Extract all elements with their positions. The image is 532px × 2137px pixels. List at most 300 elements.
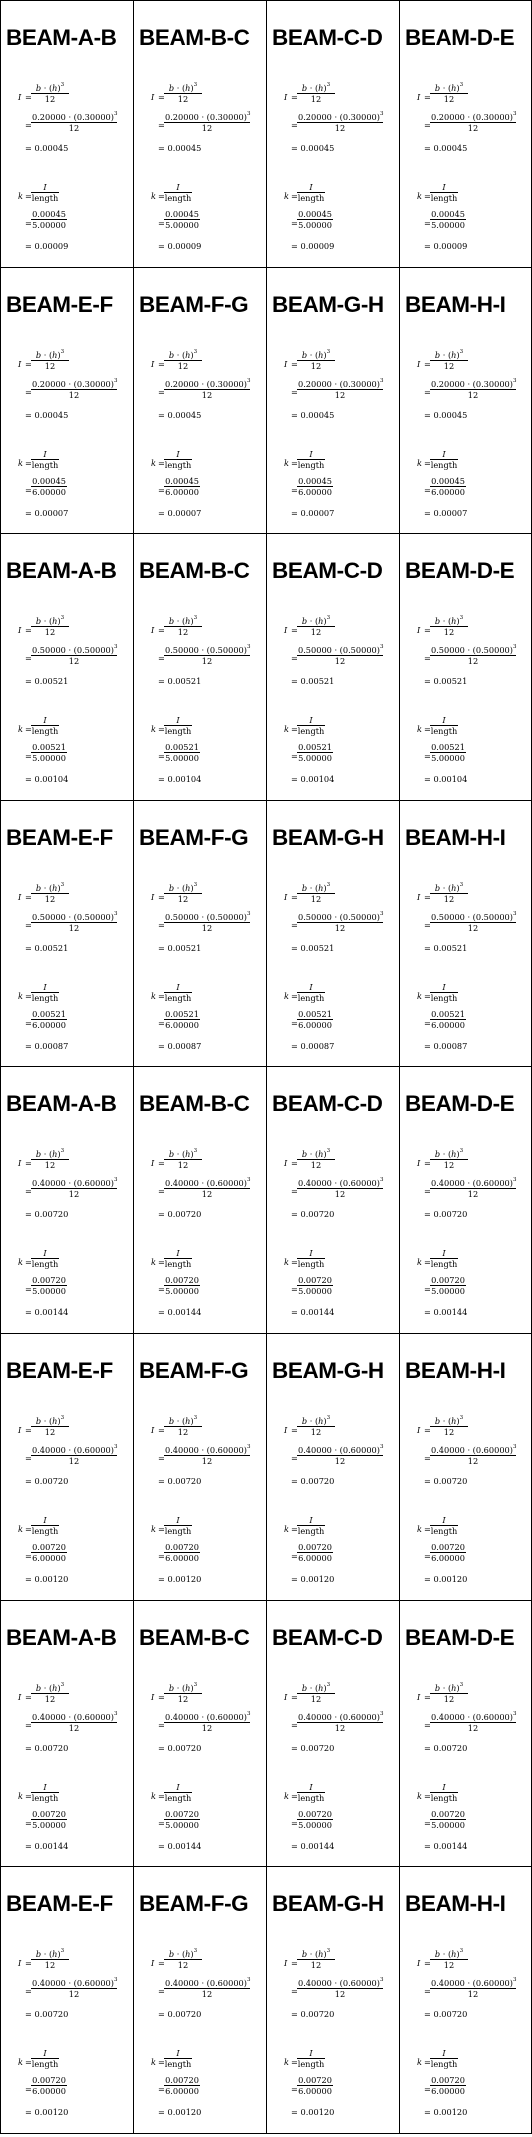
inertia-formula-fraction: $b \cdot (h)^3$ 12 [297, 1684, 335, 1703]
stiffness-substitution-fraction [164, 477, 200, 496]
beam-title: BEAM-H-I [405, 1891, 506, 1916]
length-value: 5.00000 [165, 753, 199, 764]
equals-sign: = [25, 2084, 32, 2094]
equals-sign: = [158, 1818, 165, 1828]
h-value: 0.60000 [209, 1712, 244, 1722]
equals-sign: = [424, 1791, 431, 1801]
stiffness-substitution-fraction [31, 1810, 67, 1829]
inertia-value: 0.00045 [167, 143, 202, 153]
stiffness-symbol: k [284, 1257, 289, 1267]
length-value: 5.00000 [32, 1286, 66, 1297]
beam-panel [399, 533, 532, 801]
equals-sign: = [158, 2057, 165, 2067]
inertia-value: 0.00521 [431, 1009, 465, 1019]
b-value: 0.20000 [165, 379, 199, 389]
inertia-value: 0.00720 [298, 2075, 332, 2085]
stiffness-result: = 0.00120 [25, 2107, 69, 2117]
inertia-value: 0.00720 [34, 2009, 69, 2019]
inertia-symbol: I [284, 1692, 288, 1702]
length-value: 5.00000 [165, 220, 199, 231]
equals-sign: = [25, 1158, 32, 1168]
equals-sign: = [25, 1986, 32, 1996]
beam-panel [133, 1600, 267, 1867]
equals-sign: = [291, 458, 298, 468]
length-value: 5.00000 [32, 753, 66, 764]
inertia-formula-fraction: $b \cdot (h)^3$ 12 [164, 84, 202, 103]
inertia-formula-fraction: $b \cdot (h)^3$ 12 [164, 351, 202, 370]
equals-sign: = [424, 485, 431, 495]
b-value: 0.50000 [298, 645, 332, 655]
equals-sign: = [25, 1551, 32, 1561]
inertia-symbol: I [417, 92, 421, 102]
equals-sign: = [158, 920, 165, 930]
h-value: 0.60000 [76, 1712, 111, 1722]
equals-sign: = [291, 1524, 298, 1534]
beam-panel [133, 0, 267, 268]
b-value: 0.40000 [32, 1978, 66, 1988]
inertia-formula-fraction: $b \cdot (h)^3$ 12 [430, 884, 468, 903]
beam-panel [0, 800, 134, 1067]
inertia-formula-fraction: $b \cdot (h)^3$ 12 [297, 1950, 335, 1969]
stiffness-symbol: k [284, 458, 289, 468]
inertia-substitution-fraction: $0.40000 \cdot (0.60000)^3$ 12 [298, 1711, 384, 1734]
equals-sign: = [424, 458, 431, 468]
inertia-substitution-fraction: $0.20000 \cdot (0.30000)^3$ 12 [298, 111, 384, 134]
inertia-formula-fraction: $b \cdot (h)^3$ 12 [31, 84, 69, 103]
equals-sign: = [291, 991, 298, 1001]
inertia-symbol: I [151, 359, 155, 369]
stiffness-value: 0.00087 [167, 1041, 202, 1051]
beam-title: BEAM-F-G [139, 1891, 249, 1916]
h-value: 0.30000 [76, 379, 111, 389]
inertia-result: = 0.00720 [291, 1209, 335, 1219]
inertia-substitution-fraction: $0.20000 \cdot (0.30000)^3$ 12 [165, 111, 251, 134]
b-value: 0.40000 [32, 1178, 66, 1188]
equals-sign: = [424, 625, 431, 635]
inertia-symbol: I [284, 1158, 288, 1168]
inertia-formula-fraction: $b \cdot (h)^3$ 12 [430, 1150, 468, 1169]
equals-sign: = [158, 191, 165, 201]
equals-sign: = [291, 892, 298, 902]
equals-sign: = [25, 2057, 32, 2067]
beam-panel [133, 800, 267, 1067]
inertia-value: 0.00720 [300, 2009, 335, 2019]
h-value: 0.50000 [76, 645, 111, 655]
h-value: 0.60000 [76, 1445, 111, 1455]
equals-sign: = [424, 1453, 431, 1463]
beam-title: BEAM-G-H [272, 825, 384, 850]
equals-sign: = [25, 1791, 32, 1801]
equals-sign: = [158, 1425, 165, 1435]
inertia-value: 0.00720 [433, 1476, 468, 1486]
inertia-value: 0.00521 [433, 676, 468, 686]
inertia-symbol: I [151, 892, 155, 902]
length-value: 5.00000 [298, 1820, 332, 1831]
equals-sign: = [424, 653, 431, 663]
inertia-value: 0.00720 [298, 1275, 332, 1285]
stiffness-formula-fraction: I length [297, 1248, 325, 1270]
inertia-substitution-fraction: $0.20000 \cdot (0.30000)^3$ 12 [165, 378, 251, 401]
inertia-symbol: I [18, 1158, 22, 1168]
stiffness-substitution-fraction [31, 1010, 67, 1029]
h-value: 0.60000 [342, 1178, 377, 1188]
stiffness-result: = 0.00120 [424, 1574, 468, 1584]
inertia-result: = 0.00045 [424, 410, 468, 420]
stiffness-result: = 0.00120 [158, 1574, 202, 1584]
equals-sign: = [291, 485, 298, 495]
stiffness-substitution-fraction [430, 477, 466, 496]
stiffness-value: 0.00007 [433, 508, 468, 518]
b-value: 0.50000 [165, 645, 199, 655]
beam-panel [266, 533, 400, 801]
stiffness-substitution-fraction [31, 210, 67, 229]
stiffness-symbol: k [284, 191, 289, 201]
stiffness-symbol: k [18, 724, 23, 734]
stiffness-substitution-fraction [31, 743, 67, 762]
inertia-result: = 0.00720 [158, 2009, 202, 2019]
inertia-substitution-fraction: $0.40000 \cdot (0.60000)^3$ 12 [298, 1444, 384, 1467]
stiffness-symbol: k [417, 1524, 422, 1534]
h-value: 0.30000 [475, 112, 510, 122]
beam-title: BEAM-B-C [139, 1091, 250, 1116]
b-value: 0.20000 [431, 112, 465, 122]
stiffness-value: 0.00120 [167, 2107, 202, 2117]
b-value: 0.50000 [32, 645, 66, 655]
beam-title: BEAM-B-C [139, 25, 250, 50]
equals-sign: = [25, 1453, 32, 1463]
equals-sign: = [25, 1818, 32, 1828]
stiffness-result: = 0.00104 [25, 774, 69, 784]
inertia-substitution-fraction: $0.40000 \cdot (0.60000)^3$ 12 [32, 1711, 118, 1734]
inertia-value: 0.00720 [167, 1743, 202, 1753]
equals-sign: = [424, 991, 431, 1001]
equals-sign: = [424, 191, 431, 201]
b-value: 0.20000 [298, 379, 332, 389]
equals-sign: = [25, 1186, 32, 1196]
beam-panel [133, 1066, 267, 1334]
b-value: 0.40000 [298, 1978, 332, 1988]
inertia-symbol: I [284, 1425, 288, 1435]
stiffness-formula-fraction: I length [430, 715, 458, 737]
stiffness-formula-fraction: I length [430, 982, 458, 1004]
beam-title: BEAM-D-E [405, 558, 515, 583]
stiffness-result: = 0.00120 [25, 1574, 69, 1584]
length-value: 5.00000 [298, 753, 332, 764]
inertia-symbol: I [284, 892, 288, 902]
h-value: 0.60000 [475, 1445, 510, 1455]
inertia-formula-fraction: $b \cdot (h)^3$ 12 [164, 1150, 202, 1169]
inertia-substitution-fraction: $0.40000 \cdot (0.60000)^3$ 12 [298, 1977, 384, 2000]
h-value: 0.50000 [209, 912, 244, 922]
inertia-result: = 0.00521 [424, 676, 468, 686]
stiffness-formula-fraction: I length [297, 182, 325, 204]
inertia-result: = 0.00521 [25, 676, 69, 686]
stiffness-formula-fraction: I length [164, 1782, 192, 1804]
inertia-substitution-fraction: $0.40000 \cdot (0.60000)^3$ 12 [431, 1977, 517, 2000]
inertia-value: 0.00720 [431, 2075, 465, 2085]
equals-sign: = [158, 1551, 165, 1561]
equals-sign: = [25, 653, 32, 663]
stiffness-symbol: k [284, 2057, 289, 2067]
equals-sign: = [25, 1018, 32, 1028]
stiffness-symbol: k [151, 458, 156, 468]
stiffness-substitution-fraction [430, 743, 466, 762]
stiffness-value: 0.00009 [34, 241, 69, 251]
inertia-symbol: I [417, 1958, 421, 1968]
beam-title: BEAM-H-I [405, 1358, 506, 1383]
length-value: 6.00000 [298, 1553, 332, 1564]
inertia-value: 0.00521 [165, 742, 199, 752]
inertia-substitution-fraction: $0.40000 \cdot (0.60000)^3$ 12 [32, 1444, 118, 1467]
stiffness-value: 0.00144 [433, 1307, 468, 1317]
beam-title: BEAM-D-E [405, 1091, 515, 1116]
inertia-result: = 0.00720 [291, 1476, 335, 1486]
stiffness-symbol: k [417, 991, 422, 1001]
stiffness-symbol: k [284, 724, 289, 734]
h-value: 0.60000 [475, 1978, 510, 1988]
inertia-substitution-fraction: $0.40000 \cdot (0.60000)^3$ 12 [431, 1444, 517, 1467]
stiffness-symbol: k [18, 1524, 23, 1534]
equals-sign: = [158, 1986, 165, 1996]
inertia-value: 0.00045 [300, 410, 335, 420]
equals-sign: = [25, 1257, 32, 1267]
equals-sign: = [158, 1720, 165, 1730]
stiffness-substitution-fraction [430, 1010, 466, 1029]
stiffness-formula-fraction: I length [430, 182, 458, 204]
equals-sign: = [25, 1284, 32, 1294]
inertia-result: = 0.00720 [25, 1476, 69, 1486]
beam-title: BEAM-H-I [405, 825, 506, 850]
stiffness-value: 0.00120 [433, 2107, 468, 2117]
stiffness-formula-fraction: I length [164, 2048, 192, 2070]
inertia-value: 0.00045 [34, 410, 69, 420]
equals-sign: = [424, 1958, 431, 1968]
length-value: 6.00000 [32, 1020, 66, 1031]
stiffness-formula-fraction: I length [31, 182, 59, 204]
beam-panel [0, 267, 134, 534]
stiffness-result: = 0.00087 [424, 1041, 468, 1051]
length-value: 6.00000 [431, 2086, 465, 2097]
equals-sign: = [158, 2084, 165, 2094]
stiffness-substitution-fraction [430, 1543, 466, 1562]
equals-sign: = [158, 653, 165, 663]
inertia-formula-fraction: $b \cdot (h)^3$ 12 [297, 1417, 335, 1436]
stiffness-value: 0.00120 [300, 2107, 335, 2117]
inertia-result: = 0.00720 [291, 2009, 335, 2019]
stiffness-substitution-fraction [297, 1276, 333, 1295]
stiffness-symbol: k [18, 2057, 23, 2067]
stiffness-value: 0.00144 [34, 1307, 69, 1317]
inertia-formula-fraction: $b \cdot (h)^3$ 12 [297, 351, 335, 370]
stiffness-value: 0.00104 [167, 774, 202, 784]
stiffness-symbol: k [151, 1257, 156, 1267]
equals-sign: = [291, 359, 298, 369]
stiffness-symbol: k [18, 458, 23, 468]
inertia-substitution-fraction: $0.50000 \cdot (0.50000)^3$ 12 [298, 644, 384, 667]
beam-title: BEAM-E-F [6, 825, 113, 850]
equals-sign: = [25, 485, 32, 495]
stiffness-formula-fraction: I length [31, 449, 59, 471]
beam-title: BEAM-G-H [272, 292, 384, 317]
inertia-symbol: I [417, 1158, 421, 1168]
stiffness-value: 0.00009 [433, 241, 468, 251]
h-value: 0.60000 [209, 1445, 244, 1455]
inertia-result: = 0.00521 [158, 943, 202, 953]
stiffness-result: = 0.00144 [424, 1307, 468, 1317]
h-value: 0.60000 [342, 1712, 377, 1722]
equals-sign: = [25, 1958, 32, 1968]
inertia-value: 0.00045 [433, 410, 468, 420]
stiffness-symbol: k [18, 991, 23, 1001]
stiffness-result: = 0.00087 [158, 1041, 202, 1051]
inertia-substitution-fraction: $0.40000 \cdot (0.60000)^3$ 12 [165, 1444, 251, 1467]
equals-sign: = [158, 1791, 165, 1801]
inertia-value: 0.00720 [165, 1275, 199, 1285]
inertia-formula-fraction: $b \cdot (h)^3$ 12 [430, 1417, 468, 1436]
inertia-value: 0.00045 [167, 410, 202, 420]
b-value: 0.40000 [165, 1712, 199, 1722]
inertia-formula-fraction: $b \cdot (h)^3$ 12 [297, 84, 335, 103]
inertia-value: 0.00720 [300, 1476, 335, 1486]
inertia-formula-fraction: $b \cdot (h)^3$ 12 [430, 1684, 468, 1703]
inertia-substitution-fraction: $0.50000 \cdot (0.50000)^3$ 12 [32, 644, 118, 667]
length-value: 6.00000 [165, 1020, 199, 1031]
equals-sign: = [291, 92, 298, 102]
length-value: 6.00000 [298, 1020, 332, 1031]
equals-sign: = [291, 1453, 298, 1463]
beam-title: BEAM-G-H [272, 1891, 384, 1916]
inertia-result: = 0.00045 [291, 143, 335, 153]
stiffness-formula-fraction: I length [31, 1248, 59, 1270]
stiffness-value: 0.00104 [34, 774, 69, 784]
stiffness-formula-fraction: I length [297, 449, 325, 471]
beam-title: BEAM-A-B [6, 25, 117, 50]
inertia-formula-fraction: $b \cdot (h)^3$ 12 [430, 84, 468, 103]
inertia-symbol: I [417, 1692, 421, 1702]
b-value: 0.50000 [32, 912, 66, 922]
inertia-formula-fraction: $b \cdot (h)^3$ 12 [297, 884, 335, 903]
inertia-result: = 0.00045 [25, 143, 69, 153]
inertia-value: 0.00045 [165, 209, 199, 219]
inertia-value: 0.00720 [32, 1275, 66, 1285]
h-value: 0.50000 [475, 912, 510, 922]
inertia-result: = 0.00045 [424, 143, 468, 153]
equals-sign: = [291, 1551, 298, 1561]
inertia-value: 0.00521 [298, 1009, 332, 1019]
equals-sign: = [158, 991, 165, 1001]
inertia-result: = 0.00521 [291, 943, 335, 953]
beam-title: BEAM-F-G [139, 1358, 249, 1383]
stiffness-symbol: k [417, 458, 422, 468]
inertia-substitution-fraction: $0.40000 \cdot (0.60000)^3$ 12 [165, 1711, 251, 1734]
b-value: 0.40000 [165, 1978, 199, 1988]
equals-sign: = [424, 1186, 431, 1196]
stiffness-value: 0.00120 [433, 1574, 468, 1584]
stiffness-formula-fraction: I length [164, 449, 192, 471]
inertia-result: = 0.00720 [291, 1743, 335, 1753]
inertia-result: = 0.00720 [25, 2009, 69, 2019]
inertia-result: = 0.00521 [291, 676, 335, 686]
stiffness-value: 0.00009 [300, 241, 335, 251]
stiffness-formula-fraction: I length [430, 1248, 458, 1270]
equals-sign: = [291, 120, 298, 130]
inertia-substitution-fraction: $0.40000 \cdot (0.60000)^3$ 12 [165, 1977, 251, 2000]
inertia-symbol: I [284, 92, 288, 102]
equals-sign: = [291, 2057, 298, 2067]
stiffness-formula-fraction: I length [430, 449, 458, 471]
inertia-value: 0.00720 [300, 1743, 335, 1753]
equals-sign: = [25, 1692, 32, 1702]
equals-sign: = [424, 1524, 431, 1534]
inertia-value: 0.00521 [32, 1009, 66, 1019]
equals-sign: = [158, 892, 165, 902]
equals-sign: = [291, 751, 298, 761]
inertia-value: 0.00720 [298, 1809, 332, 1819]
stiffness-value: 0.00120 [34, 1574, 69, 1584]
stiffness-result: = 0.00104 [158, 774, 202, 784]
h-value: 0.30000 [76, 112, 111, 122]
inertia-symbol: I [284, 1958, 288, 1968]
stiffness-substitution-fraction [430, 2076, 466, 2095]
inertia-symbol: I [284, 625, 288, 635]
equals-sign: = [424, 920, 431, 930]
equals-sign: = [158, 1257, 165, 1267]
stiffness-symbol: k [417, 191, 422, 201]
inertia-substitution-fraction: $0.50000 \cdot (0.50000)^3$ 12 [165, 911, 251, 934]
equals-sign: = [291, 653, 298, 663]
inertia-value: 0.00521 [300, 943, 335, 953]
h-value: 0.30000 [475, 379, 510, 389]
equals-sign: = [424, 1284, 431, 1294]
beam-title: BEAM-H-I [405, 292, 506, 317]
beam-title: BEAM-C-D [272, 25, 383, 50]
stiffness-symbol: k [284, 1791, 289, 1801]
inertia-symbol: I [151, 1958, 155, 1968]
length-value: 6.00000 [32, 1553, 66, 1564]
beam-title: BEAM-A-B [6, 558, 117, 583]
inertia-symbol: I [18, 92, 22, 102]
stiffness-result: = 0.00007 [158, 508, 202, 518]
equals-sign: = [158, 359, 165, 369]
inertia-value: 0.00045 [32, 209, 66, 219]
b-value: 0.50000 [165, 912, 199, 922]
beam-panel [266, 1600, 400, 1867]
equals-sign: = [291, 218, 298, 228]
equals-sign: = [424, 1158, 431, 1168]
beam-title: BEAM-G-H [272, 1358, 384, 1383]
stiffness-result: = 0.00144 [291, 1307, 335, 1317]
equals-sign: = [424, 1425, 431, 1435]
inertia-result: = 0.00720 [424, 1476, 468, 1486]
beam-title: BEAM-F-G [139, 825, 249, 850]
inertia-symbol: I [151, 1692, 155, 1702]
stiffness-substitution-fraction [31, 1543, 67, 1562]
b-value: 0.40000 [431, 1712, 465, 1722]
beam-panel [399, 0, 532, 268]
beam-panel [399, 1600, 532, 1867]
beam-panel [399, 1333, 532, 1601]
beam-title: BEAM-A-B [6, 1625, 117, 1650]
stiffness-result: = 0.00144 [291, 1841, 335, 1851]
equals-sign: = [424, 120, 431, 130]
stiffness-symbol: k [417, 724, 422, 734]
length-value: 6.00000 [431, 487, 465, 498]
stiffness-substitution-fraction [297, 743, 333, 762]
h-value: 0.30000 [209, 379, 244, 389]
inertia-value: 0.00521 [34, 676, 69, 686]
stiffness-substitution-fraction [164, 210, 200, 229]
length-value: 5.00000 [431, 1286, 465, 1297]
